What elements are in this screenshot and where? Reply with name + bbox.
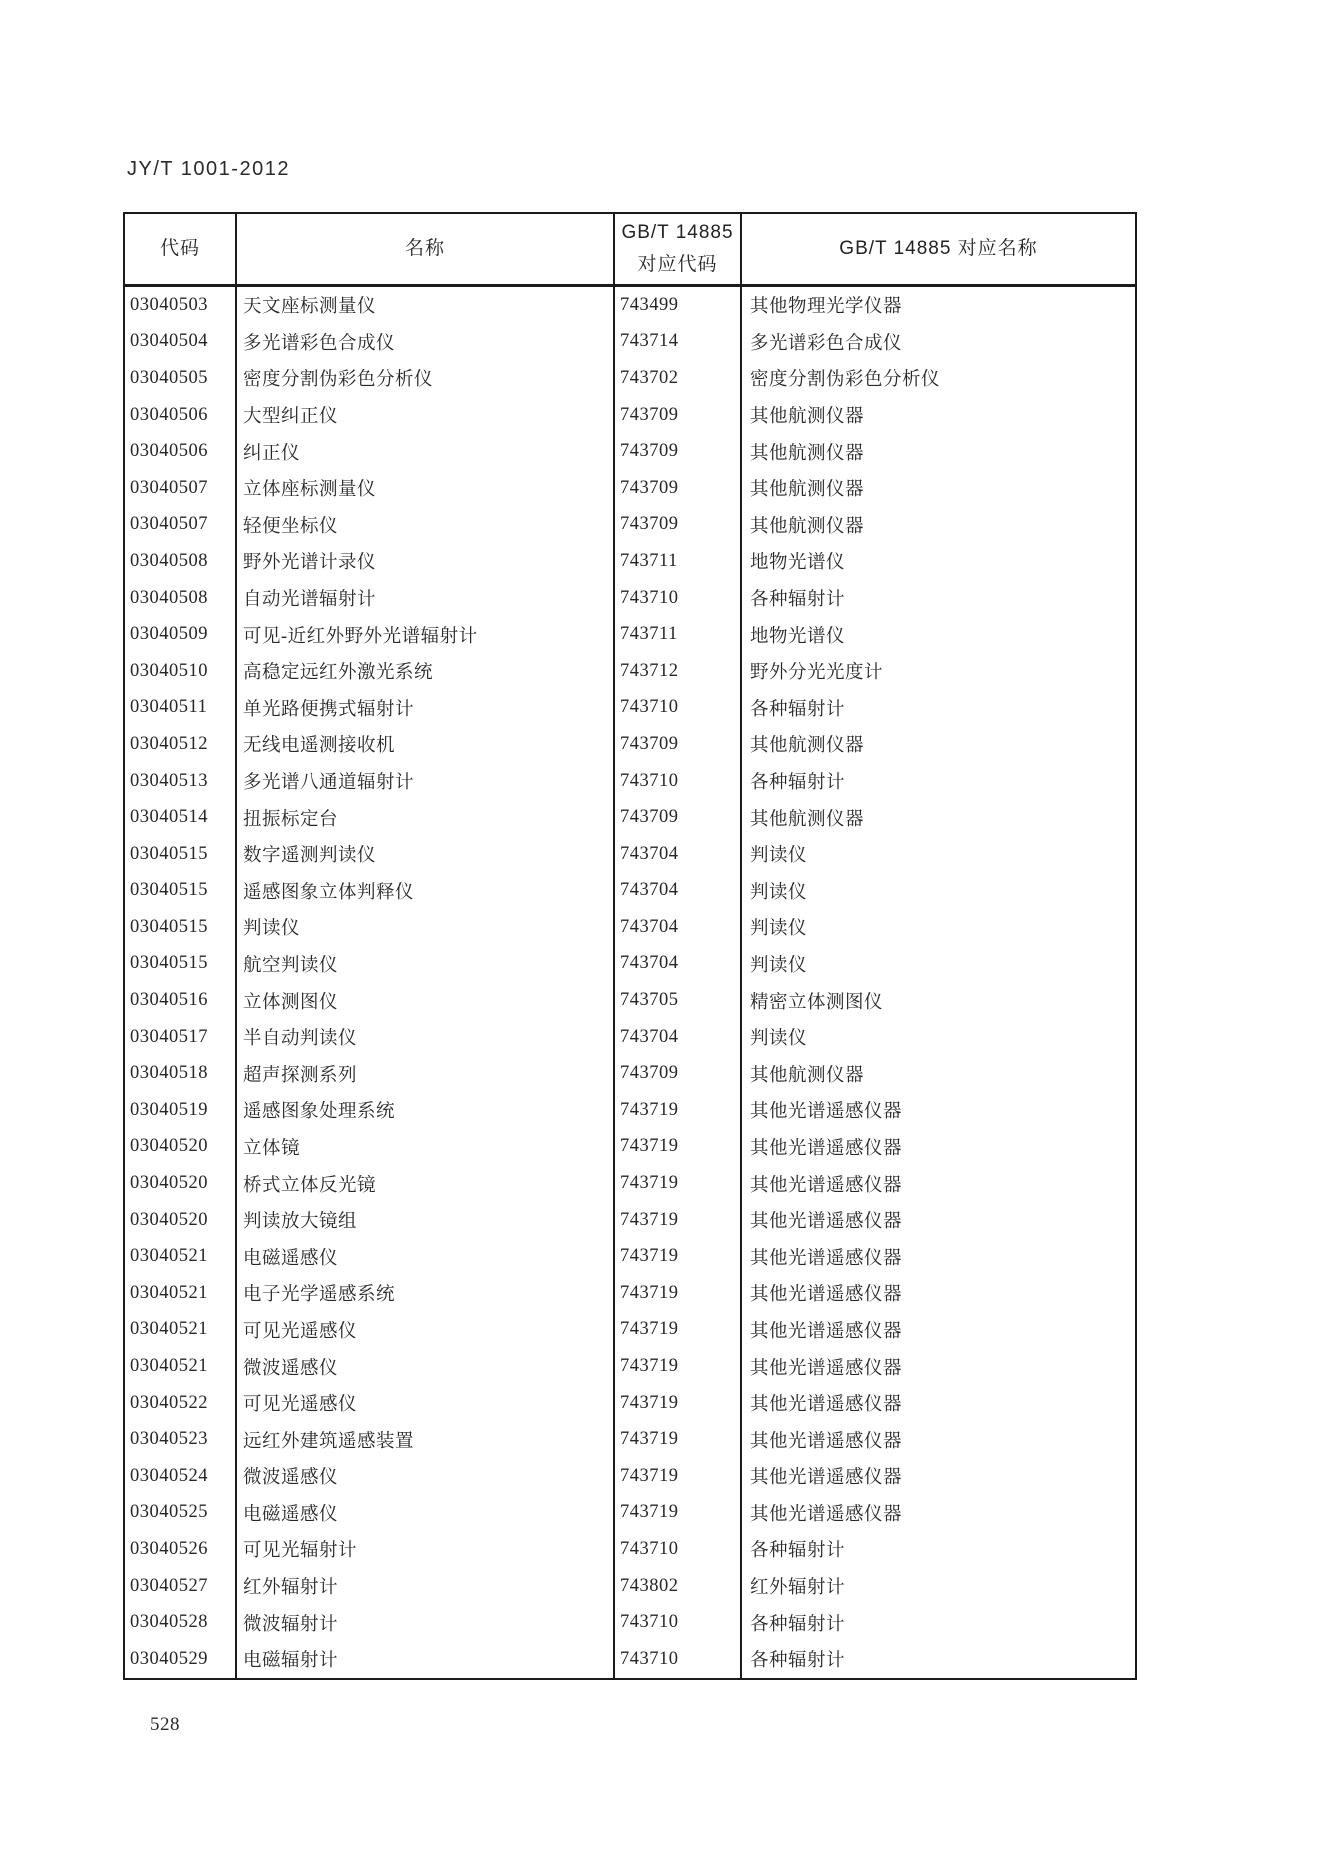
gbt-code-cell: 743704 [614, 909, 741, 946]
code-cell: 03040517 [130, 1026, 208, 1047]
name-cell: 遥感图象处理系统 [236, 1092, 614, 1129]
header-gbt-code-line1: GB/T 14885 [621, 221, 734, 243]
gbt-name-cell: 其他光谱遥感仪器 [741, 1348, 1136, 1385]
gbt-code-cell: 743719 [614, 1385, 741, 1422]
name-cell: 可见-近红外野外光谱辐射计 [236, 616, 614, 653]
name-cell: 微波遥感仪 [236, 1458, 614, 1495]
table-body [124, 286, 1136, 1679]
table-row [124, 360, 1136, 397]
name-cell: 红外辐射计 [236, 1568, 614, 1605]
name-cell: 电磁遥感仪 [236, 1238, 614, 1275]
name-cell: 判读放大镜组 [236, 1202, 614, 1239]
name-cell: 可见光遥感仪 [236, 1385, 614, 1422]
gbt-code-cell: 743709 [614, 799, 741, 836]
table-row [124, 873, 1136, 910]
gbt-name-cell: 其他物理光学仪器 [741, 286, 1136, 324]
gbt-code-cell: 743710 [614, 690, 741, 727]
name-cell: 远红外建筑遥感装置 [236, 1421, 614, 1458]
gbt-name-cell: 其他光谱遥感仪器 [741, 1385, 1136, 1422]
gbt-name-cell: 其他航测仪器 [741, 1055, 1136, 1092]
header-gbt-name: GB/T 14885 对应名称 [741, 213, 1136, 286]
table-row [124, 1604, 1136, 1641]
code-cell: 03040515 [130, 916, 208, 937]
code-cell: 03040527 [130, 1575, 208, 1596]
gbt-name-cell: 各种辐射计 [741, 690, 1136, 727]
gbt-code-cell: 743704 [614, 873, 741, 910]
gbt-name-cell: 其他航测仪器 [741, 470, 1136, 507]
gbt-name-cell: 其他光谱遥感仪器 [741, 1458, 1136, 1495]
gbt-name-cell: 其他航测仪器 [741, 397, 1136, 434]
table-row [124, 616, 1136, 653]
table-row [124, 1019, 1136, 1056]
gbt-name-cell: 其他航测仪器 [741, 433, 1136, 470]
table-row [124, 286, 1136, 324]
gbt-code-cell: 743709 [614, 433, 741, 470]
gbt-code-cell: 743709 [614, 507, 741, 544]
table-row [124, 1092, 1136, 1129]
name-cell: 电子光学遥感系统 [236, 1275, 614, 1312]
code-cell: 03040528 [130, 1612, 208, 1633]
doc-number: JY/T 1001-2012 [127, 158, 290, 180]
table-row [124, 1275, 1136, 1312]
gbt-code-cell: 743719 [614, 1312, 741, 1349]
code-cell: 03040519 [130, 1099, 208, 1120]
code-cell: 03040507 [130, 477, 208, 498]
table-row [124, 726, 1136, 763]
code-cell: 03040520 [130, 1136, 208, 1157]
code-cell: 03040520 [130, 1173, 208, 1194]
gbt-name-cell: 其他光谱遥感仪器 [741, 1202, 1136, 1239]
code-cell: 03040510 [130, 660, 208, 681]
name-cell: 纠正仪 [236, 433, 614, 470]
name-cell: 判读仪 [236, 909, 614, 946]
table-row [124, 1495, 1136, 1532]
table-row [124, 1055, 1136, 1092]
gbt-name-cell: 红外辐射计 [741, 1568, 1136, 1605]
code-cell: 03040515 [130, 953, 208, 974]
table-row [124, 1312, 1136, 1349]
code-cell: 03040520 [130, 1209, 208, 1230]
gbt-code-cell: 743705 [614, 982, 741, 1019]
code-cell: 03040521 [130, 1356, 208, 1377]
table-row [124, 836, 1136, 873]
gbt-name-cell: 判读仪 [741, 909, 1136, 946]
code-cell: 03040506 [130, 441, 208, 462]
code-cell: 03040509 [130, 624, 208, 645]
gbt-code-cell: 743710 [614, 763, 741, 800]
name-cell: 微波辐射计 [236, 1604, 614, 1641]
header-name: 名称 [236, 213, 614, 286]
gbt-code-cell: 743702 [614, 360, 741, 397]
gbt-name-cell: 其他光谱遥感仪器 [741, 1238, 1136, 1275]
gbt-name-cell: 精密立体测图仪 [741, 982, 1136, 1019]
gbt-code-cell: 743714 [614, 324, 741, 361]
name-cell: 可见光辐射计 [236, 1531, 614, 1568]
gbt-code-cell: 743719 [614, 1495, 741, 1532]
code-cell: 03040523 [130, 1429, 208, 1450]
gbt-code-cell: 743710 [614, 1604, 741, 1641]
name-cell: 无线电遥测接收机 [236, 726, 614, 763]
gbt-name-cell: 各种辐射计 [741, 763, 1136, 800]
table-row [124, 1129, 1136, 1166]
name-cell: 大型纠正仪 [236, 397, 614, 434]
gbt-code-cell: 743704 [614, 836, 741, 873]
table-row [124, 1238, 1136, 1275]
gbt-code-cell: 743710 [614, 1641, 741, 1679]
name-cell: 半自动判读仪 [236, 1019, 614, 1056]
header-code: 代码 [124, 213, 236, 286]
header-row [124, 213, 1136, 286]
header-gbt-code-line2: 对应代码 [637, 254, 718, 275]
code-cell: 03040503 [130, 294, 208, 315]
gbt-code-cell: 743709 [614, 470, 741, 507]
name-cell: 多光谱彩色合成仪 [236, 324, 614, 361]
gbt-code-cell: 743719 [614, 1275, 741, 1312]
gbt-code-cell: 743719 [614, 1238, 741, 1275]
gbt-code-cell: 743719 [614, 1458, 741, 1495]
gbt-name-cell: 判读仪 [741, 1019, 1136, 1056]
code-cell: 03040508 [130, 550, 208, 571]
name-cell: 高稳定远红外激光系统 [236, 653, 614, 690]
table-row [124, 653, 1136, 690]
code-cell: 03040518 [130, 1063, 208, 1084]
gbt-name-cell: 野外分光光度计 [741, 653, 1136, 690]
code-cell: 03040512 [130, 733, 208, 754]
table-row [124, 690, 1136, 727]
gbt-name-cell: 其他光谱遥感仪器 [741, 1165, 1136, 1202]
name-cell: 微波遥感仪 [236, 1348, 614, 1385]
gbt-name-cell: 各种辐射计 [741, 1604, 1136, 1641]
name-cell: 密度分割伪彩色分析仪 [236, 360, 614, 397]
code-cell: 03040515 [130, 880, 208, 901]
gbt-code-cell: 743499 [614, 286, 741, 324]
name-cell: 野外光谱计录仪 [236, 543, 614, 580]
code-cell: 03040522 [130, 1392, 208, 1413]
code-cell: 03040516 [130, 990, 208, 1011]
code-cell: 03040529 [130, 1648, 208, 1669]
gbt-name-cell: 各种辐射计 [741, 1531, 1136, 1568]
gbt-code-cell: 743719 [614, 1129, 741, 1166]
gbt-name-cell: 其他航测仪器 [741, 507, 1136, 544]
gbt-name-cell: 其他光谱遥感仪器 [741, 1312, 1136, 1349]
gbt-code-cell: 743704 [614, 946, 741, 983]
gbt-code-cell: 743712 [614, 653, 741, 690]
code-cell: 03040507 [130, 514, 208, 535]
name-cell: 可见光遥感仪 [236, 1312, 614, 1349]
table-row [124, 946, 1136, 983]
gbt-code-cell: 743709 [614, 397, 741, 434]
gbt-code-cell: 743719 [614, 1421, 741, 1458]
code-cell: 03040526 [130, 1538, 208, 1559]
gbt-name-cell: 判读仪 [741, 946, 1136, 983]
table-row [124, 799, 1136, 836]
name-cell: 立体测图仪 [236, 982, 614, 1019]
name-cell: 电磁辐射计 [236, 1641, 614, 1679]
gbt-name-cell: 其他光谱遥感仪器 [741, 1495, 1136, 1532]
code-mapping-table [123, 212, 1137, 1680]
code-cell: 03040513 [130, 770, 208, 791]
gbt-code-cell: 743719 [614, 1348, 741, 1385]
gbt-name-cell: 其他航测仪器 [741, 799, 1136, 836]
gbt-name-cell: 各种辐射计 [741, 580, 1136, 617]
name-cell: 自动光谱辐射计 [236, 580, 614, 617]
table-row [124, 580, 1136, 617]
gbt-name-cell: 判读仪 [741, 873, 1136, 910]
gbt-code-cell: 743711 [614, 616, 741, 653]
gbt-code-cell: 743709 [614, 1055, 741, 1092]
code-cell: 03040508 [130, 587, 208, 608]
table-row [124, 397, 1136, 434]
header-gbt-code [614, 213, 741, 286]
gbt-code-cell: 743719 [614, 1165, 741, 1202]
name-cell: 航空判读仪 [236, 946, 614, 983]
code-cell: 03040521 [130, 1319, 208, 1340]
code-cell: 03040504 [130, 331, 208, 352]
gbt-code-cell: 743719 [614, 1202, 741, 1239]
gbt-name-cell: 地物光谱仪 [741, 543, 1136, 580]
code-cell: 03040521 [130, 1246, 208, 1267]
gbt-name-cell: 其他光谱遥感仪器 [741, 1275, 1136, 1312]
name-cell: 立体镜 [236, 1129, 614, 1166]
gbt-code-cell: 743719 [614, 1092, 741, 1129]
table-row [124, 324, 1136, 361]
table-row [124, 1385, 1136, 1422]
gbt-code-cell: 743710 [614, 580, 741, 617]
name-cell: 桥式立体反光镜 [236, 1165, 614, 1202]
table-row [124, 507, 1136, 544]
table-row [124, 1568, 1136, 1605]
table-row [124, 1202, 1136, 1239]
table-row [124, 1348, 1136, 1385]
gbt-name-cell: 其他航测仪器 [741, 726, 1136, 763]
name-cell: 遥感图象立体判释仪 [236, 873, 614, 910]
table-row [124, 470, 1136, 507]
code-cell: 03040521 [130, 1282, 208, 1303]
gbt-name-cell: 其他光谱遥感仪器 [741, 1092, 1136, 1129]
table-row [124, 433, 1136, 470]
gbt-name-cell: 多光谱彩色合成仪 [741, 324, 1136, 361]
name-cell: 数字遥测判读仪 [236, 836, 614, 873]
gbt-name-cell: 地物光谱仪 [741, 616, 1136, 653]
table-row [124, 1165, 1136, 1202]
code-cell: 03040525 [130, 1502, 208, 1523]
code-cell: 03040511 [130, 697, 208, 718]
code-cell: 03040505 [130, 367, 208, 388]
table-row [124, 1458, 1136, 1495]
table-row [124, 909, 1136, 946]
gbt-name-cell: 判读仪 [741, 836, 1136, 873]
table-header [124, 213, 1136, 286]
gbt-code-cell: 743704 [614, 1019, 741, 1056]
table-row [124, 1641, 1136, 1679]
gbt-code-cell: 743709 [614, 726, 741, 763]
gbt-code-cell: 743710 [614, 1531, 741, 1568]
code-cell: 03040514 [130, 807, 208, 828]
name-cell: 单光路便携式辐射计 [236, 690, 614, 727]
page-number: 528 [150, 1714, 180, 1735]
gbt-code-cell: 743802 [614, 1568, 741, 1605]
name-cell: 天文座标测量仪 [236, 286, 614, 324]
table-row [124, 543, 1136, 580]
code-cell: 03040506 [130, 404, 208, 425]
table-row [124, 763, 1136, 800]
gbt-name-cell: 各种辐射计 [741, 1641, 1136, 1679]
name-cell: 多光谱八通道辐射计 [236, 763, 614, 800]
gbt-name-cell: 其他光谱遥感仪器 [741, 1129, 1136, 1166]
table-row [124, 982, 1136, 1019]
name-cell: 超声探测系列 [236, 1055, 614, 1092]
code-cell: 03040515 [130, 843, 208, 864]
name-cell: 轻便坐标仪 [236, 507, 614, 544]
table-row [124, 1531, 1136, 1568]
name-cell: 电磁遥感仪 [236, 1495, 614, 1532]
gbt-name-cell: 密度分割伪彩色分析仪 [741, 360, 1136, 397]
code-cell: 03040524 [130, 1465, 208, 1486]
gbt-code-cell: 743711 [614, 543, 741, 580]
gbt-name-cell: 其他光谱遥感仪器 [741, 1421, 1136, 1458]
name-cell: 扭振标定台 [236, 799, 614, 836]
name-cell: 立体座标测量仪 [236, 470, 614, 507]
table-row [124, 1421, 1136, 1458]
